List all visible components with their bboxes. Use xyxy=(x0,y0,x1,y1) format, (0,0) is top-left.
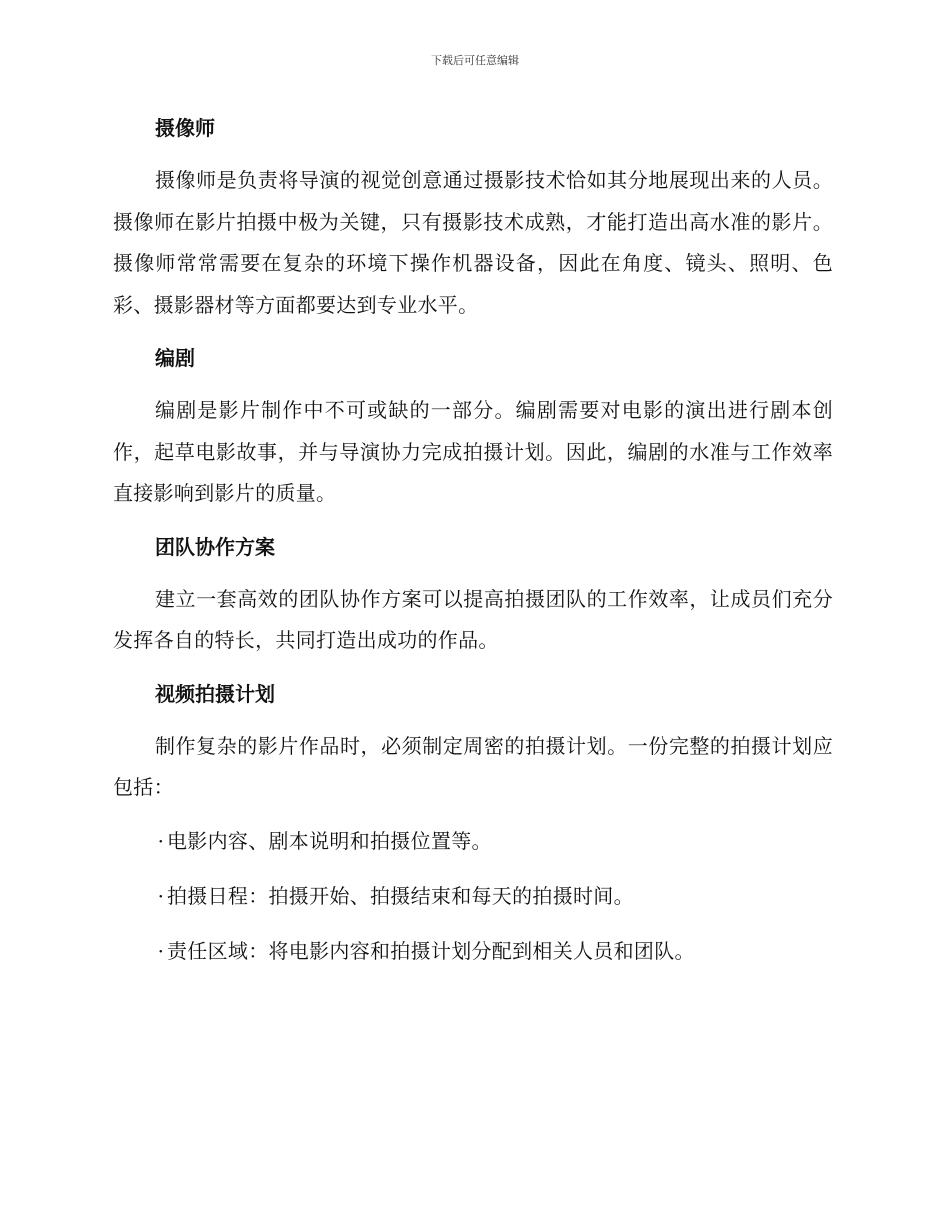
bullet-icon: · xyxy=(157,938,165,963)
list-item-text: 拍摄日程：拍摄开始、拍摄结束和每天的拍摄时间。 xyxy=(167,883,634,908)
section-paragraph-screenwriter: 编剧是影片制作中不可或缺的一部分。编剧需要对电影的演出进行剧本创作，起草电影故事，并与导演协力完成拍摄计划。因此，编剧的水准与工作效率直接影响到影片的质量。 xyxy=(113,398,833,505)
section-paragraph-cameraman: 摄像师是负责将导演的视觉创意通过摄影技术恰如其分地展现出来的人员。摄像师在影片拍摄中极为关键，只有摄影技术成熟，才能打造出高水准的影片。摄像师常常需要在复杂的环境下操作机器设备，因此在角度、镜头、照明、色彩、摄影器材等方面都要达到专业水平。 xyxy=(113,168,833,317)
list-item-text: 责任区域：将电影内容和拍摄计划分配到相关人员和团队。 xyxy=(167,938,695,963)
list-item xyxy=(113,876,833,917)
section-heading-team-collaboration: 团队协作方案 xyxy=(155,534,275,559)
list-item-text: 电影内容、剧本说明和拍摄位置等。 xyxy=(167,828,492,853)
bullet-icon: · xyxy=(157,828,165,853)
section-paragraph-shooting-plan: 制作复杂的影片作品时，必须制定周密的拍摄计划。一份完整的拍摄计划应包括： xyxy=(113,733,833,799)
section-heading-screenwriter: 编剧 xyxy=(155,346,195,370)
page-header: 下载后可任意编辑 xyxy=(431,54,519,67)
bullet-icon: · xyxy=(157,883,165,908)
section-paragraph-team-collaboration: 建立一套高效的团队协作方案可以提高拍摄团队的工作效率，让成员们充分发挥各自的特长，共同打造出成功的作品。 xyxy=(113,586,833,652)
section-heading-cameraman: 摄像师 xyxy=(155,116,215,140)
document-body xyxy=(113,108,833,986)
list-item xyxy=(113,821,833,862)
list-item xyxy=(113,931,833,972)
section-heading-shooting-plan: 视频拍摄计划 xyxy=(155,681,275,706)
